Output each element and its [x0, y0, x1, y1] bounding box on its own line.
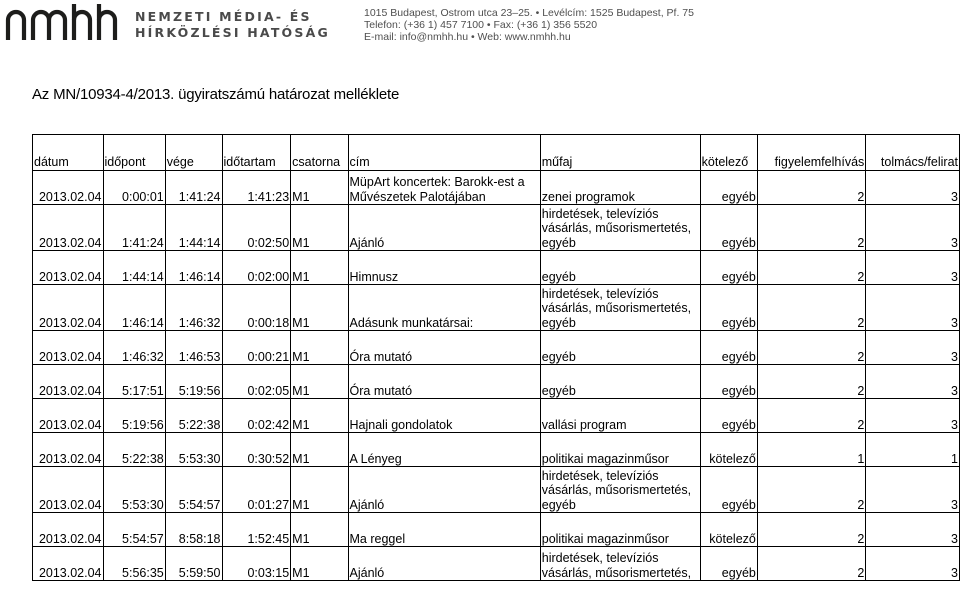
duration-cell: 0:00:21: [222, 331, 291, 365]
table-row: [33, 399, 960, 433]
genre-cell: hirdetések, televíziós vásárlás, műsorismertetés, egyéb: [540, 467, 700, 513]
table-body: [33, 171, 960, 581]
table-row: [33, 547, 960, 581]
channel-cell: M1: [291, 365, 348, 399]
mandatory-cell: egyéb: [700, 399, 757, 433]
table-row: [33, 433, 960, 467]
table-row: [33, 331, 960, 365]
end-time-cell: 5:19:56: [165, 365, 222, 399]
program-title-cell: Óra mutató: [348, 331, 540, 365]
program-title-cell: Adásunk munkatársai:: [348, 285, 540, 331]
table-row: [33, 171, 960, 205]
start-time-cell: 1:46:14: [103, 285, 165, 331]
interpreter-cell: 3: [866, 331, 960, 365]
table-row: [33, 205, 960, 251]
mandatory-cell: egyéb: [700, 171, 757, 205]
mandatory-cell: egyéb: [700, 365, 757, 399]
start-time-cell: 1:41:24: [103, 205, 165, 251]
column-header: műfaj: [540, 135, 700, 171]
interpreter-cell: 3: [866, 251, 960, 285]
duration-cell: 1:41:23: [222, 171, 291, 205]
date-cell: 2013.02.04: [33, 513, 104, 547]
start-time-cell: 5:22:38: [103, 433, 165, 467]
channel-cell: M1: [291, 251, 348, 285]
end-time-cell: 5:54:57: [165, 467, 222, 513]
date-cell: 2013.02.04: [33, 547, 104, 581]
warning-cell: 2: [757, 331, 865, 365]
warning-cell: 2: [757, 547, 865, 581]
channel-cell: M1: [291, 171, 348, 205]
duration-cell: 0:02:05: [222, 365, 291, 399]
channel-cell: M1: [291, 205, 348, 251]
mandatory-cell: egyéb: [700, 331, 757, 365]
date-cell: 2013.02.04: [33, 467, 104, 513]
duration-cell: 0:03:15: [222, 547, 291, 581]
duration-cell: 0:01:27: [222, 467, 291, 513]
warning-cell: 2: [757, 467, 865, 513]
duration-cell: 0:00:18: [222, 285, 291, 331]
date-cell: 2013.02.04: [33, 399, 104, 433]
warning-cell: 2: [757, 285, 865, 331]
end-time-cell: 8:58:18: [165, 513, 222, 547]
channel-cell: M1: [291, 285, 348, 331]
end-time-cell: 1:46:32: [165, 285, 222, 331]
org-name-line2: HÍRKÖZLÉSI HATÓSÁG: [135, 25, 330, 40]
program-title-cell: Ajánló: [348, 205, 540, 251]
date-cell: 2013.02.04: [33, 251, 104, 285]
column-header: időtartam: [222, 135, 291, 171]
table-row: [33, 365, 960, 399]
mandatory-cell: egyéb: [700, 547, 757, 581]
contact-block: [364, 8, 694, 43]
start-time-cell: 1:44:14: [103, 251, 165, 285]
genre-cell: egyéb: [540, 251, 700, 285]
program-title-cell: Óra mutató: [348, 365, 540, 399]
warning-cell: 2: [757, 399, 865, 433]
end-time-cell: 1:46:53: [165, 331, 222, 365]
column-header: cím: [348, 135, 540, 171]
mandatory-cell: kötelező: [700, 433, 757, 467]
channel-cell: M1: [291, 547, 348, 581]
nmhh-logo: [4, 0, 134, 44]
interpreter-cell: 3: [866, 285, 960, 331]
interpreter-cell: 3: [866, 365, 960, 399]
interpreter-cell: 1: [866, 433, 960, 467]
program-title-cell: Ajánló: [348, 467, 540, 513]
table-row: [33, 251, 960, 285]
genre-cell: egyéb: [540, 365, 700, 399]
warning-cell: 2: [757, 365, 865, 399]
contact-phone: Telefon: (+36 1) 457 7100 • Fax: (+36 1) 356 5520: [364, 18, 598, 31]
end-time-cell: 5:59:50: [165, 547, 222, 581]
end-time-cell: 1:41:24: [165, 171, 222, 205]
interpreter-cell: 3: [866, 513, 960, 547]
end-time-cell: 1:46:14: [165, 251, 222, 285]
warning-cell: 2: [757, 513, 865, 547]
org-name: [135, 9, 330, 41]
date-cell: 2013.02.04: [33, 285, 104, 331]
interpreter-cell: 3: [866, 467, 960, 513]
program-title-cell: MüpArt koncertek: Barokk-est a Művészetek Palotájában: [348, 171, 540, 205]
column-header: vége: [165, 135, 222, 171]
column-header: dátum: [33, 135, 104, 171]
column-header: időpont: [103, 135, 165, 171]
start-time-cell: 5:19:56: [103, 399, 165, 433]
duration-cell: 0:30:52: [222, 433, 291, 467]
start-time-cell: 5:54:57: [103, 513, 165, 547]
genre-cell: politikai magazinműsor: [540, 433, 700, 467]
interpreter-cell: 3: [866, 399, 960, 433]
column-header: kötelező: [700, 135, 757, 171]
date-cell: 2013.02.04: [33, 331, 104, 365]
contact-address: 1015 Budapest, Ostrom utca 23–25. • Levélcím: 1525 Budapest, Pf. 75: [364, 7, 694, 19]
genre-cell: zenei programok: [540, 171, 700, 205]
column-header: figyelemfelhívás: [757, 135, 865, 171]
warning-cell: 2: [757, 205, 865, 251]
date-cell: 2013.02.04: [33, 171, 104, 205]
table-row: [33, 285, 960, 331]
start-time-cell: 5:56:35: [103, 547, 165, 581]
genre-cell: vallási program: [540, 399, 700, 433]
table-row: [33, 467, 960, 513]
start-time-cell: 5:53:30: [103, 467, 165, 513]
interpreter-cell: 3: [866, 171, 960, 205]
mandatory-cell: egyéb: [700, 285, 757, 331]
start-time-cell: 0:00:01: [103, 171, 165, 205]
duration-cell: 0:02:50: [222, 205, 291, 251]
schedule-table: [32, 134, 960, 581]
duration-cell: 0:02:00: [222, 251, 291, 285]
document-title: Az MN/10934-4/2013. ügyiratszámú határozat melléklete: [32, 86, 400, 103]
start-time-cell: 5:17:51: [103, 365, 165, 399]
contact-web: E-mail: info@nmhh.hu • Web: www.nmhh.hu: [364, 30, 571, 43]
channel-cell: M1: [291, 433, 348, 467]
program-title-cell: Ajánló: [348, 547, 540, 581]
column-header: csatorna: [291, 135, 348, 171]
mandatory-cell: egyéb: [700, 251, 757, 285]
duration-cell: 1:52:45: [222, 513, 291, 547]
mandatory-cell: egyéb: [700, 205, 757, 251]
date-cell: 2013.02.04: [33, 433, 104, 467]
end-time-cell: 5:22:38: [165, 399, 222, 433]
interpreter-cell: 3: [866, 205, 960, 251]
program-title-cell: Himnusz: [348, 251, 540, 285]
start-time-cell: 1:46:32: [103, 331, 165, 365]
warning-cell: 1: [757, 433, 865, 467]
program-title-cell: A Lényeg: [348, 433, 540, 467]
table-row: [33, 513, 960, 547]
end-time-cell: 5:53:30: [165, 433, 222, 467]
date-cell: 2013.02.04: [33, 365, 104, 399]
genre-cell: hirdetések, televíziós vásárlás, műsorismertetés,: [540, 547, 700, 581]
genre-cell: politikai magazinműsor: [540, 513, 700, 547]
column-header: tolmács/felirat: [866, 135, 960, 171]
date-cell: 2013.02.04: [33, 205, 104, 251]
channel-cell: M1: [291, 513, 348, 547]
end-time-cell: 1:44:14: [165, 205, 222, 251]
duration-cell: 0:02:42: [222, 399, 291, 433]
mandatory-cell: kötelező: [700, 513, 757, 547]
genre-cell: hirdetések, televíziós vásárlás, műsorismertetés, egyéb: [540, 285, 700, 331]
org-name-line1: NEMZETI MÉDIA- ÉS: [135, 9, 312, 24]
interpreter-cell: 3: [866, 547, 960, 581]
warning-cell: 2: [757, 251, 865, 285]
genre-cell: hirdetések, televíziós vásárlás, műsorismertetés, egyéb: [540, 205, 700, 251]
mandatory-cell: egyéb: [700, 467, 757, 513]
channel-cell: M1: [291, 399, 348, 433]
warning-cell: 2: [757, 171, 865, 205]
program-title-cell: Ma reggel: [348, 513, 540, 547]
channel-cell: M1: [291, 331, 348, 365]
table-header-row: [33, 135, 960, 171]
channel-cell: M1: [291, 467, 348, 513]
program-title-cell: Hajnali gondolatok: [348, 399, 540, 433]
genre-cell: egyéb: [540, 331, 700, 365]
